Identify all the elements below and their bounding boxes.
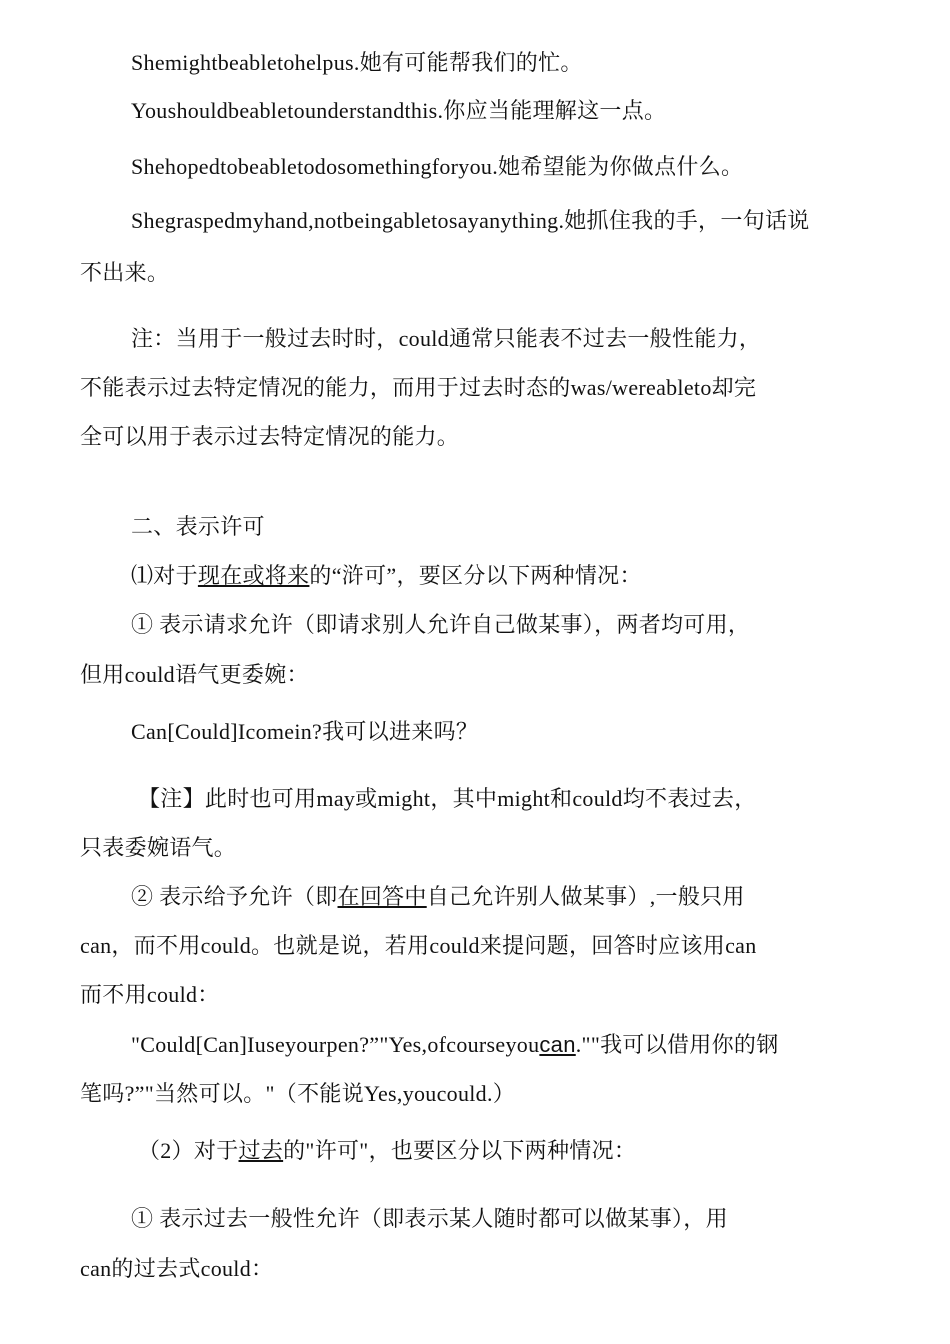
text-span: （2）对于: [138, 1138, 239, 1163]
underlined-text: 在回答中: [337, 884, 427, 909]
paragraph-line: ① 表示请求允许（即请求别人允许自己做某事），两者均可用，: [131, 612, 751, 637]
text-span: 的"许可"，也要区分以下两种情况：: [283, 1138, 637, 1163]
paragraph-line: [138, 1136, 878, 1166]
text-span: "Could[Can]Iuseyourpen?”"Yes,ofcourseyou: [131, 1032, 540, 1057]
paragraph-line: [131, 561, 871, 591]
paragraph-line: 不出来。: [80, 260, 170, 285]
text-span: .""我可以借用你的钢: [575, 1032, 779, 1057]
section-heading: 二、表示许可: [131, 514, 265, 539]
text-span: ② 表示给予允许（即: [131, 884, 338, 909]
note-line: 只表委婉语气。: [80, 835, 237, 860]
paragraph-line: can的过去式could：: [80, 1256, 274, 1281]
note-line: 不能表示过去特定情况的能力，而用于过去时态的was/wereableto却完: [80, 375, 757, 400]
paragraph-line: 但用could语气更委婉：: [80, 662, 309, 687]
text-span: ⑴对于: [131, 563, 198, 588]
paragraph-line: can，而不用could。也就是说，若用could来提问题，回答时应该用can: [80, 933, 757, 958]
paragraph-line: 而不用could：: [80, 982, 220, 1007]
paragraph-line: ① 表示过去一般性允许（即表示某人随时都可以做某事），用: [131, 1206, 728, 1231]
text-span: 自己允许别人做某事）,一般只用: [426, 884, 745, 909]
underlined-text: can: [539, 1032, 576, 1057]
paragraph-line: Shemightbeabletohelpus.她有可能帮我们的忙。: [131, 50, 583, 75]
example-line: Can[Could]Icomein?我可以进来吗？: [131, 719, 479, 744]
example-line: [131, 1030, 871, 1060]
paragraph-line: Shegraspedmyhand,notbeingabletosayanything.她抓住我的手，一句话说: [131, 208, 810, 233]
example-line: 笔吗?”"当然可以。"（不能说Yes,youcould.）: [80, 1081, 516, 1106]
note-line: 注：当用于一般过去时时，could通常只能表不过去一般性能力，: [131, 326, 762, 351]
note-line: 全可以用于表示过去特定情况的能力。: [80, 424, 460, 449]
underlined-text: 过去: [238, 1138, 284, 1163]
text-span: 的“浒可”，要区分以下两种情况：: [309, 563, 642, 588]
note-line: 【注】此时也可用may或might，其中might和could均不表过去，: [138, 786, 757, 811]
underlined-text: 现在或将来: [197, 563, 310, 588]
paragraph-line: Shehopedtobeabletodosomethingforyou.她希望能为你做点什么。: [131, 154, 744, 179]
paragraph-line: Youshouldbeabletounderstandthis.你应当能理解这一点。: [131, 98, 667, 123]
paragraph-line: [131, 882, 871, 912]
